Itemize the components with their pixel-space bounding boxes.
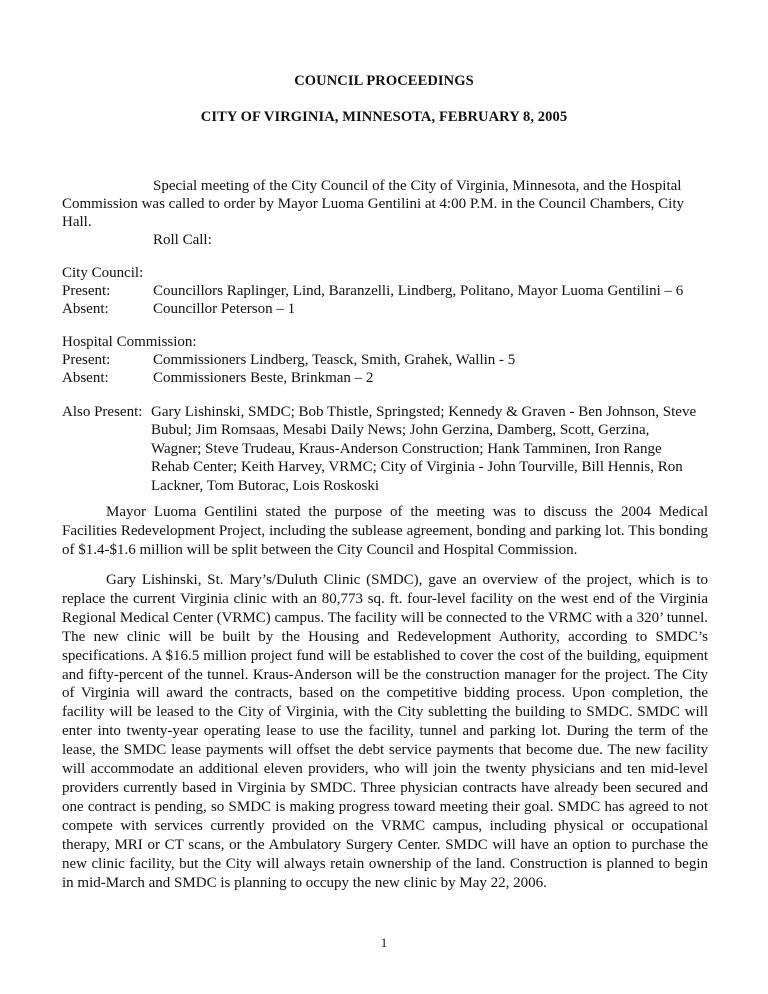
paragraph-purpose: Mayor Luoma Gentilini stated the purpose of the meeting was to discuss the 2004 Medical Facilities Redevelopment Project, including the sublease agreement, bonding and parking lot. This bonding of $1.4-$1.6 million will be split between the City Council and Hospital Commission. bbox=[62, 504, 708, 558]
intro-line-3: Hall. bbox=[62, 214, 92, 230]
also-present-line: Wagner; Steve Trudeau, Kraus-Anderson Construction; Hank Tamminen, Iron Range bbox=[151, 440, 662, 457]
city-council-heading: City Council: bbox=[62, 265, 144, 281]
intro-line-1: Special meeting of the City Council of the City of Virginia, Minnesota, and the Hospital bbox=[153, 178, 682, 194]
intro-line-2: Commission was called to order by Mayor Luoma Gentilini at 4:00 P.M. in the Council Chambers, City bbox=[62, 196, 685, 212]
also-present-line: Gary Lishinski, SMDC; Bob Thistle, Springsted; Kennedy & Graven - Ben Johnson, Steve bbox=[151, 404, 697, 420]
also-present-line: Bubul; Jim Romsaas, Mesabi Daily News; John Gerzina, Damberg, Scott, Gerzina, bbox=[151, 422, 650, 439]
document-title: COUNCIL PROCEEDINGS bbox=[294, 73, 474, 89]
council-present-value: Councillors Raplinger, Lind, Baranzelli, Lindberg, Politano, Mayor Luoma Gentilini – 6 bbox=[153, 283, 684, 299]
roll-call-label: Roll Call: bbox=[153, 232, 212, 248]
document-subtitle: CITY OF VIRGINIA, MINNESOTA, FEBRUARY 8, 2005 bbox=[200, 109, 568, 125]
council-absent-value: Councillor Peterson – 1 bbox=[153, 301, 296, 317]
page-number: 1 bbox=[380, 935, 388, 950]
commission-absent-label: Absent: bbox=[62, 370, 109, 386]
paragraph-project-overview: Gary Lishinski, St. Mary’s/Duluth Clinic (SMDC), gave an overview of the project, which is to replace the current Virginia clinic with an 80,773 sq. ft. four-level facility on the west end of the Virginia Regional Medical Center (VRMC) campus. The facility will be connected to the VRMC with a 320’ tunnel. The new clinic will be built by the Housing and Redevelopment Authority, according to SMDC’s specifications. A $16.5 million project fund will be established to cover the cost of the building, equipment and fifty-percent of the tunnel. Kraus-Anderson will be the construction manager for the project. The City of Virginia will award the contracts, based on the competitive bidding process. Upon completion, the facility will be leased to the City of Virginia, with the City subletting the building to SMDC. SMDC will enter into twenty-year operating lease to use the facility, tunnel and parking lot. During the term of the lease, the SMDC lease payments will offset the debt service payments that become due. The new facility will accommodate an additional eleven providers, who will join the twenty physicians and ten mid-level providers currently based in Virginia by SMDC. Three physician contracts have already been secured and one contract is pending, so SMDC is making progress toward meeting their goal. SMDC has agreed to not compete with services currently provided on the VRMC campus, including physical or occupational therapy, MRI or CT scans, or the Ambulatory Surgery Center. SMDC will have an option to purchase the new clinic facility, but the City will always retain ownership of the land. Construction is planned to begin in mid-March and SMDC is planning to occupy the new clinic by May 22, 2006. bbox=[62, 572, 708, 891]
council-absent-label: Absent: bbox=[62, 301, 109, 317]
also-present-label: Also Present: bbox=[62, 404, 143, 420]
also-present-line: Rehab Center; Keith Harvey, VRMC; City of Virginia - John Tourville, Bill Hennis, Ron bbox=[151, 459, 683, 476]
also-present-list bbox=[151, 403, 711, 495]
commission-absent-value: Commissioners Beste, Brinkman – 2 bbox=[153, 370, 374, 386]
council-present-label: Present: bbox=[62, 283, 111, 299]
commission-present-value: Commissioners Lindberg, Teasck, Smith, Grahek, Wallin - 5 bbox=[153, 352, 516, 368]
commission-present-label: Present: bbox=[62, 352, 111, 368]
hospital-commission-heading: Hospital Commission: bbox=[62, 334, 197, 350]
also-present-line: Lackner, Tom Butorac, Lois Roskoski bbox=[151, 477, 380, 494]
